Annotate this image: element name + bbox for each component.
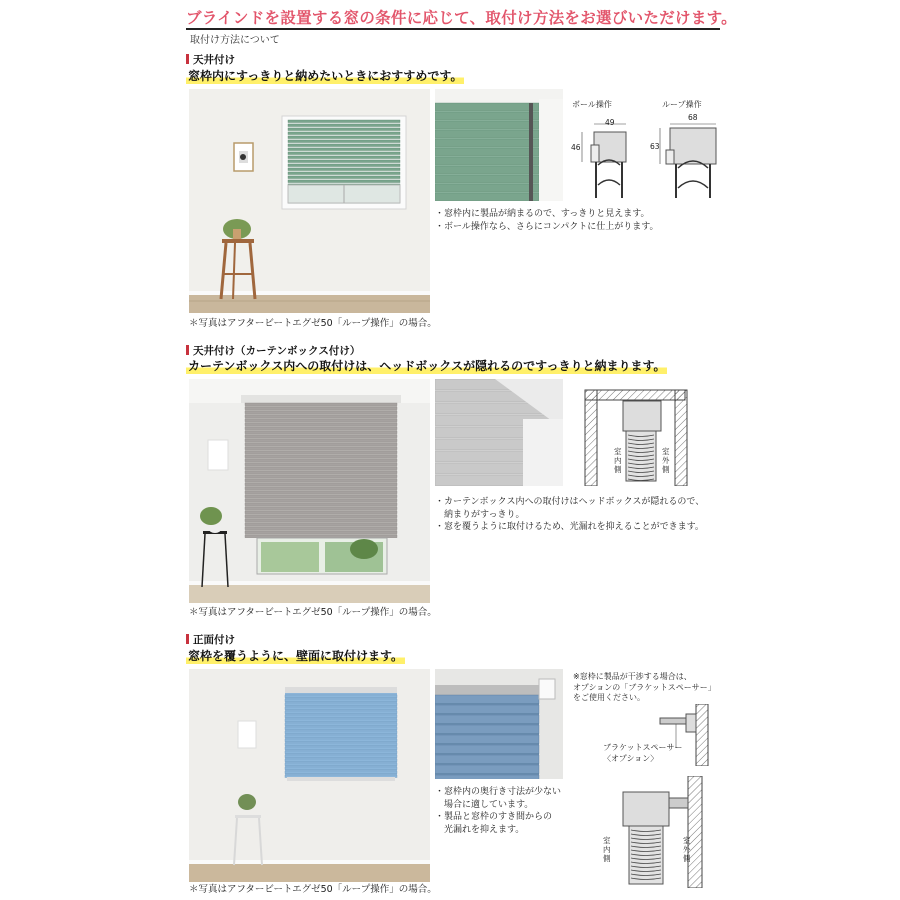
blind-slat: [245, 467, 397, 470]
blind-slat: [245, 535, 397, 538]
front-mount-section-diagram: [595, 776, 710, 888]
ball-width-value: 49: [605, 118, 615, 127]
page-subtitle: 取付け方法について: [190, 35, 280, 46]
blind-slat: [245, 507, 397, 510]
blind-slat: [285, 743, 397, 746]
blind-slat: [245, 415, 397, 418]
indoor-side-label: 室内側: [603, 836, 611, 863]
photo-caption: ＊写真はアフタービートエグゼ50「ループ操作」の場合。: [189, 607, 437, 618]
bracket-spacer-note: [573, 672, 716, 704]
blind-slat: [288, 164, 400, 167]
note-line: 納まりがすっきり。: [435, 509, 525, 520]
blind-slat: [245, 427, 397, 430]
curtain-box-section-diagram: [569, 380, 692, 486]
blind-slat: [245, 463, 397, 466]
blind-slat: [435, 121, 539, 129]
photo-caption: ＊写真はアフタービートエグゼ50「ループ操作」の場合。: [189, 884, 437, 895]
blind-slat: [288, 172, 400, 175]
note-line: ・窓枠内の奥行き寸法が少ない: [435, 787, 562, 797]
blind-slat: [435, 103, 539, 111]
blind-slat: [245, 483, 397, 486]
blind-slat: [288, 160, 400, 163]
note-line: ・窓枠内に製品が納まるので、すっきりと見えます。: [435, 209, 650, 219]
blind-slat: [435, 725, 539, 734]
blind-slat: [435, 755, 539, 764]
blind-slat: [435, 775, 539, 779]
note-line: ・窓を覆うように取付けるため、光漏れを抑えることができます。: [435, 522, 704, 532]
closeup-photo-curtain-box: [435, 379, 563, 486]
blind-slat: [288, 180, 400, 183]
room-photo-front-mount: [189, 669, 430, 882]
closeup-photo-front-mount: [435, 669, 563, 779]
loop-operation-label: ループ操作: [662, 100, 702, 109]
blind-slat: [288, 148, 400, 151]
blind-slat: [288, 168, 400, 171]
blind-slat: [435, 157, 539, 165]
blind-slat: [245, 523, 397, 526]
blind-slat: [285, 771, 397, 774]
blind-slat: [245, 519, 397, 522]
blind-slat: [435, 193, 539, 201]
header-divider: [186, 28, 720, 30]
section-notes-front-mount: [435, 786, 561, 836]
blind-slat: [435, 705, 539, 714]
blind-slat: [285, 763, 397, 766]
note-line: ・カーテンボックス内への取付けはヘッドボックスが隠れるので、: [435, 497, 705, 507]
note-line: ・製品と窓枠のすき間からの: [435, 812, 553, 822]
note-line: 場合に適しています。: [435, 799, 534, 810]
page-title: ブラインドを設置する窓の条件に応じて、取付け方法をお選びいただけます。: [186, 9, 737, 27]
blind-slat: [435, 166, 539, 174]
blind-slat: [288, 136, 400, 139]
blind-slat: [435, 695, 539, 704]
section-title-curtain-box: 天井付け（カーテンボックス付け）: [186, 343, 360, 358]
blind-slat: [288, 120, 400, 123]
blind-slat: [435, 175, 539, 183]
outdoor-side-label: 室外側: [683, 836, 691, 863]
blind-slat: [245, 495, 397, 498]
loop-operation-diagram: [648, 110, 724, 198]
blind-slat: [245, 527, 397, 530]
blind-slat: [245, 431, 397, 434]
spacer-label-line: ブラケットスペーサー: [603, 743, 683, 752]
blind-slat: [245, 439, 397, 442]
blind-slat: [285, 723, 397, 726]
blind-slat: [285, 707, 397, 710]
blind-slat: [245, 471, 397, 474]
blind-slat: [245, 423, 397, 426]
indoor-side-label: 室内側: [614, 447, 622, 474]
ball-operation-label: ボール操作: [572, 100, 612, 109]
blind-slat: [245, 491, 397, 494]
blind-slat: [285, 751, 397, 754]
section-lead-ceiling: 窓枠内にすっきりと納めたいときにおすすめです。: [188, 69, 463, 83]
blind-slat: [435, 112, 539, 120]
blind-slat: [285, 715, 397, 718]
section-notes-ceiling: [435, 208, 658, 233]
blind-slat: [245, 447, 397, 450]
blind-slat: [285, 739, 397, 742]
blind-slat: [288, 124, 400, 127]
section-lead-front-mount: 窓枠を覆うように、壁面に取付けます。: [188, 649, 404, 663]
blind-slat: [285, 755, 397, 758]
blind-slat: [285, 759, 397, 762]
closeup-photo-ceiling-mount: [435, 89, 563, 201]
blind-slat: [285, 767, 397, 770]
blind-slat: [435, 745, 539, 754]
blind-slat: [435, 130, 539, 138]
section-title-front-mount: 正面付け: [186, 632, 235, 647]
ball-operation-diagram: [566, 110, 636, 198]
blind-slat: [245, 435, 397, 438]
spacer-note-line: ※窓枠に製品が干渉する場合は、: [573, 672, 692, 681]
blind-slat: [245, 407, 397, 410]
outdoor-side-label: 室外側: [662, 447, 670, 474]
ball-height-value: 46: [571, 143, 581, 152]
blind-slat: [285, 711, 397, 714]
blind-slat: [285, 695, 397, 698]
blind-slat: [285, 731, 397, 734]
loop-width-value: 68: [688, 113, 698, 122]
blind-slat: [285, 727, 397, 730]
blind-slat: [245, 403, 397, 406]
section-lead-curtain-box: カーテンボックス内への取付けは、ヘッドボックスが隠れるのですっきりと納まります。: [188, 359, 666, 373]
blind-slat: [245, 503, 397, 506]
blind-slat: [245, 499, 397, 502]
blind-slat: [288, 140, 400, 143]
blind-slat: [245, 511, 397, 514]
bracket-spacer-label: [603, 743, 683, 764]
blind-slat: [288, 144, 400, 147]
blind-slat: [245, 531, 397, 534]
blind-slat: [435, 715, 539, 724]
blind-slat: [245, 459, 397, 462]
section-notes-curtain-box: [435, 496, 704, 534]
blind-slat: [245, 443, 397, 446]
blind-slat: [435, 735, 539, 744]
blind-slat: [245, 475, 397, 478]
photo-caption: ＊写真はアフタービートエグゼ50「ループ操作」の場合。: [189, 318, 437, 329]
note-line: ・ボール操作なら、さらにコンパクトに仕上がります。: [435, 221, 659, 232]
blind-slat: [288, 176, 400, 179]
blind-slat: [288, 132, 400, 135]
blind-slat: [245, 487, 397, 490]
blind-slat: [435, 148, 539, 156]
blind-slat: [288, 156, 400, 159]
blind-slat: [245, 411, 397, 414]
note-line: 光漏れを抑えます。: [435, 824, 525, 835]
blind-slat: [245, 455, 397, 458]
blind-slat: [435, 184, 539, 192]
blind-slat: [285, 747, 397, 750]
blind-slat: [288, 128, 400, 131]
blind-slat: [285, 735, 397, 738]
blind-slat: [245, 451, 397, 454]
blind-slat: [288, 152, 400, 155]
blind-slat: [245, 515, 397, 518]
loop-height-value: 63: [650, 142, 660, 151]
blind-slat: [285, 703, 397, 706]
blind-slat: [245, 479, 397, 482]
blind-slat: [245, 419, 397, 422]
blind-slat: [435, 765, 539, 774]
spacer-note-line: をご使用ください。: [573, 693, 645, 702]
room-photo-ceiling-mount: [189, 89, 430, 313]
spacer-label-line: 〈オプション〉: [603, 753, 659, 763]
blind-slat: [285, 699, 397, 702]
section-title-ceiling: 天井付け: [186, 52, 235, 67]
spacer-note-line: オプションの「ブラケットスペーサー」: [573, 682, 716, 692]
blind-slat: [285, 719, 397, 722]
blind-slat: [435, 139, 539, 147]
room-photo-curtain-box: [189, 379, 430, 603]
